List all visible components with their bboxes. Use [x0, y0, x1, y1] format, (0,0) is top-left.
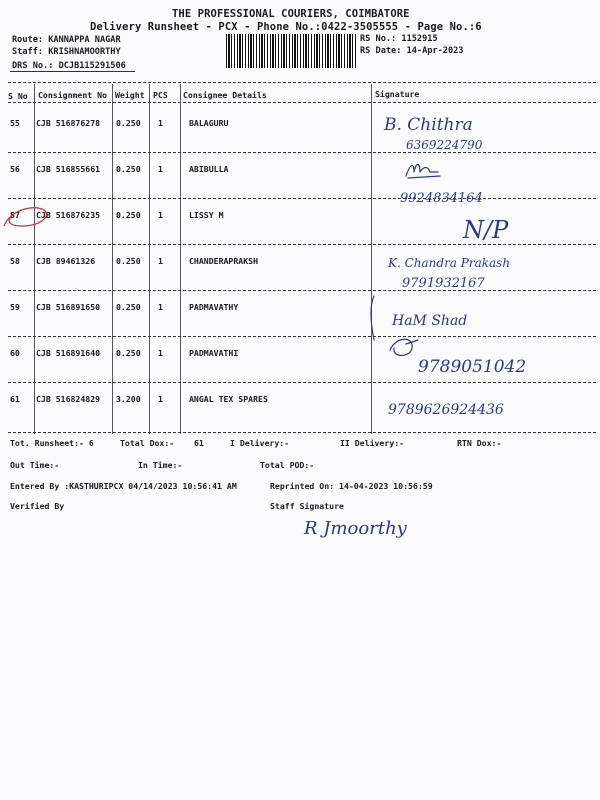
row-consignee: LISSY M — [189, 210, 224, 220]
table-bottom-rule — [8, 432, 596, 433]
row-pcs: 1 — [158, 118, 163, 128]
rs-date: RS Date: 14-Apr-2023 — [360, 46, 464, 56]
entered-by: Entered By :KASTHURIPCX 04/14/2023 10:56:41 AM — [10, 481, 237, 491]
col-header-sno: S No — [8, 91, 28, 101]
out-time: Out Time:- — [10, 460, 60, 470]
row-consignment: CJB 516824829 — [36, 394, 101, 404]
barcode — [226, 34, 356, 68]
row-consignee: ANGAL TEX SPARES — [189, 394, 268, 404]
table-header-rule — [8, 102, 596, 103]
sig-text: HaM Shad — [392, 313, 468, 329]
row-weight: 0.250 — [116, 118, 141, 128]
rs-number: RS No.: 1152915 — [360, 34, 438, 44]
sig-text: R Jmoorthy — [304, 518, 407, 539]
row-divider — [8, 382, 596, 383]
row-sno: 55 — [10, 118, 20, 128]
col-header-consignment: Consignment No — [38, 90, 108, 100]
i-delivery: I Delivery:- — [230, 438, 290, 448]
staff-signature-label: Staff Signature — [270, 501, 344, 511]
verified-by: Verified By — [10, 501, 65, 511]
ii-delivery: II Delivery:- — [340, 438, 405, 448]
sig-text: 9789051042 — [418, 357, 527, 377]
signature-row-61 — [384, 392, 564, 422]
signature-row-55 — [380, 112, 560, 152]
rtn-dox: RTN Dox:- — [457, 438, 502, 448]
sig-text: 9789626924436 — [388, 402, 504, 418]
sig-bracket — [371, 296, 374, 340]
row-weight: 3.200 — [116, 394, 141, 404]
total-runsheet: Tot. Runsheet:- 6 — [10, 438, 94, 448]
row-sno: 58 — [10, 256, 20, 266]
signature-row-60 — [380, 330, 560, 380]
row-consignment: CJB 516876278 — [36, 118, 101, 128]
route-label: Route: KANNAPPA NAGAR — [12, 35, 121, 45]
row-consignment: CJB 89461326 — [36, 256, 96, 266]
row-sno: 56 — [10, 164, 20, 174]
signature-row-57 — [455, 212, 535, 246]
row-pcs: 1 — [158, 164, 163, 174]
runsheet-subtitle: Delivery Runsheet - PCX - Phone No.:0422-3505555 - Page No.:6 — [90, 21, 482, 33]
row-pcs: 1 — [158, 302, 163, 312]
in-time: In Time:- — [138, 460, 183, 470]
sig-text: 9791932167 — [402, 276, 485, 291]
staff-label: Staff: KRISHNAMOORTHY — [12, 47, 121, 57]
row-consignee: CHANDERAPRAKSH — [189, 256, 259, 266]
sig-text: N/P — [463, 216, 509, 244]
red-pen-mark — [0, 196, 60, 236]
row-consignee: BALAGURU — [189, 118, 229, 128]
row-weight: 0.250 — [116, 256, 141, 266]
row-sno: 61 — [10, 394, 20, 404]
row-consignee: PADMAVATHI — [189, 348, 239, 358]
company-title: THE PROFESSIONAL COURIERS, COIMBATORE — [172, 8, 410, 20]
sig-scribble — [406, 165, 440, 179]
row-pcs: 1 — [158, 394, 163, 404]
row-consignment: CJB 516855661 — [36, 164, 101, 174]
col-header-consignee: Consignee Details — [183, 90, 267, 100]
row-consignment: CJB 516891640 — [36, 348, 101, 358]
row-weight: 0.250 — [116, 164, 141, 174]
signature-row-56 — [380, 158, 560, 208]
signature-row-58 — [384, 252, 564, 292]
sig-text: 6369224790 — [406, 138, 483, 152]
col-header-signature: Signature — [375, 89, 420, 99]
row-pcs: 1 — [158, 256, 163, 266]
row-sno: 59 — [10, 302, 20, 312]
row-weight: 0.250 — [116, 348, 141, 358]
reprinted-on: Reprinted On: 14-04-2023 10:56:59 — [270, 481, 433, 491]
col-header-weight: Weight — [115, 90, 145, 100]
staff-signature — [300, 510, 470, 546]
total-dox: Total Dox:- — [120, 438, 175, 448]
table-top-rule — [8, 82, 596, 83]
red-circle — [4, 208, 47, 226]
row-pcs: 1 — [158, 210, 163, 220]
sig-text: K. Chandra Prakash — [388, 256, 511, 270]
row-sno: 60 — [10, 348, 20, 358]
drs-number: DRS No.: DCJB115291506 — [12, 61, 126, 71]
sig-scribble — [390, 339, 418, 355]
row-weight: 0.250 — [116, 302, 141, 312]
total-pod: Total POD:- — [260, 460, 315, 470]
row-divider — [8, 152, 596, 153]
sig-text: 9924834164 — [400, 191, 483, 206]
row-sno: 57 — [10, 210, 20, 220]
row-consignment: CJB 516891650 — [36, 302, 101, 312]
col-header-pcs: PCS — [153, 90, 168, 100]
sig-text: B. Chithra — [384, 115, 473, 135]
total-dox-count: 61 — [194, 438, 204, 448]
row-consignment: CJB 516876235 — [36, 210, 101, 220]
row-consignee: ABIBULLA — [189, 164, 229, 174]
row-weight: 0.250 — [116, 210, 141, 220]
row-pcs: 1 — [158, 348, 163, 358]
drs-underline — [10, 71, 135, 72]
row-consignee: PADMAVATHY — [189, 302, 239, 312]
